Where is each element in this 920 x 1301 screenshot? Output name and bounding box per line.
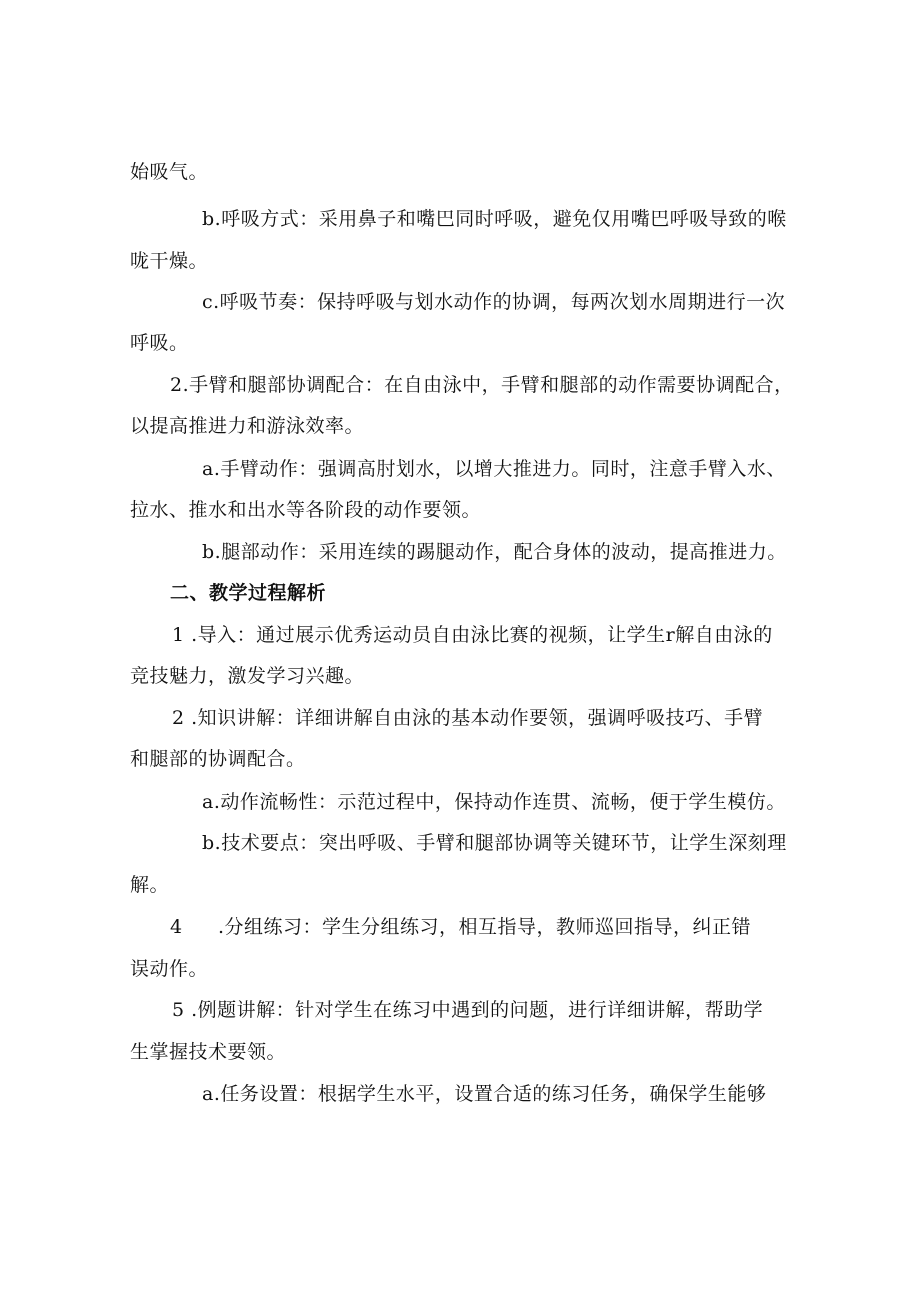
text-line-18: 解。: [130, 874, 170, 896]
text-line-1: 始吸气。: [130, 161, 209, 183]
text-line-21: 5 .例题讲解：针对学生在练习中遇到的问题，进行详细讲解，帮助学: [172, 999, 764, 1021]
text-line-7: 以提高推进力和游泳效率。: [130, 415, 365, 437]
text-line-16: a.动作流畅性：示范过程中，保持动作连贯、流畅，便于学生模仿。: [202, 791, 786, 813]
text-line-19: .分组练习：学生分组练习，相互指导，教师巡回指导，纠正错: [218, 916, 752, 938]
text-line-4: c.呼吸节奏：保持呼吸与划水动作的协调，每两次划水周期进行一次: [202, 291, 786, 313]
text-line-22: 生掌握技术要领。: [130, 1041, 287, 1063]
text-line-5: 呼吸。: [130, 332, 189, 354]
section-heading: 二、教学过程解析: [170, 582, 327, 604]
text-line-3: 咙干燥。: [130, 250, 209, 272]
text-line-2: b.呼吸方式：采用鼻子和嘴巴同时呼吸，避免仅用嘴巴呼吸导致的喉: [202, 208, 787, 230]
text-line-6: 2.手臂和腿部协调配合：在自由泳中，手臂和腿部的动作需要协调配合，: [170, 374, 794, 396]
text-line-12: 1 .导入：通过展示优秀运动员自由泳比赛的视频，让学生r解自由泳的: [172, 624, 773, 646]
text-line-20: 误动作。: [130, 958, 209, 980]
text-line-17: b.技术要点：突出呼吸、手臂和腿部协调等关键环节，让学生深刻理: [202, 832, 787, 854]
text-line-9: 拉水、推水和出水等各阶段的动作要领。: [130, 499, 482, 521]
text-line-23: a.任务设置：根据学生水平，设置合适的练习任务，确保学生能够: [202, 1083, 767, 1105]
text-line-15: 和腿部的协调配合。: [130, 748, 306, 770]
text-line-14: 2 .知识讲解：详细讲解自由泳的基本动作要领，强调呼吸技巧、手臂: [172, 707, 764, 729]
text-line-8: a.手臂动作：强调高肘划水，以增大推进力。同时，注意手臂入水、: [202, 458, 786, 480]
text-line-10: b.腿部动作：采用连续的踢腿动作，配合身体的波动，提高推进力。: [202, 541, 787, 563]
text-line-13: 竞技魅力，激发学习兴趣。: [130, 665, 365, 687]
list-number-4: 4: [170, 916, 183, 938]
